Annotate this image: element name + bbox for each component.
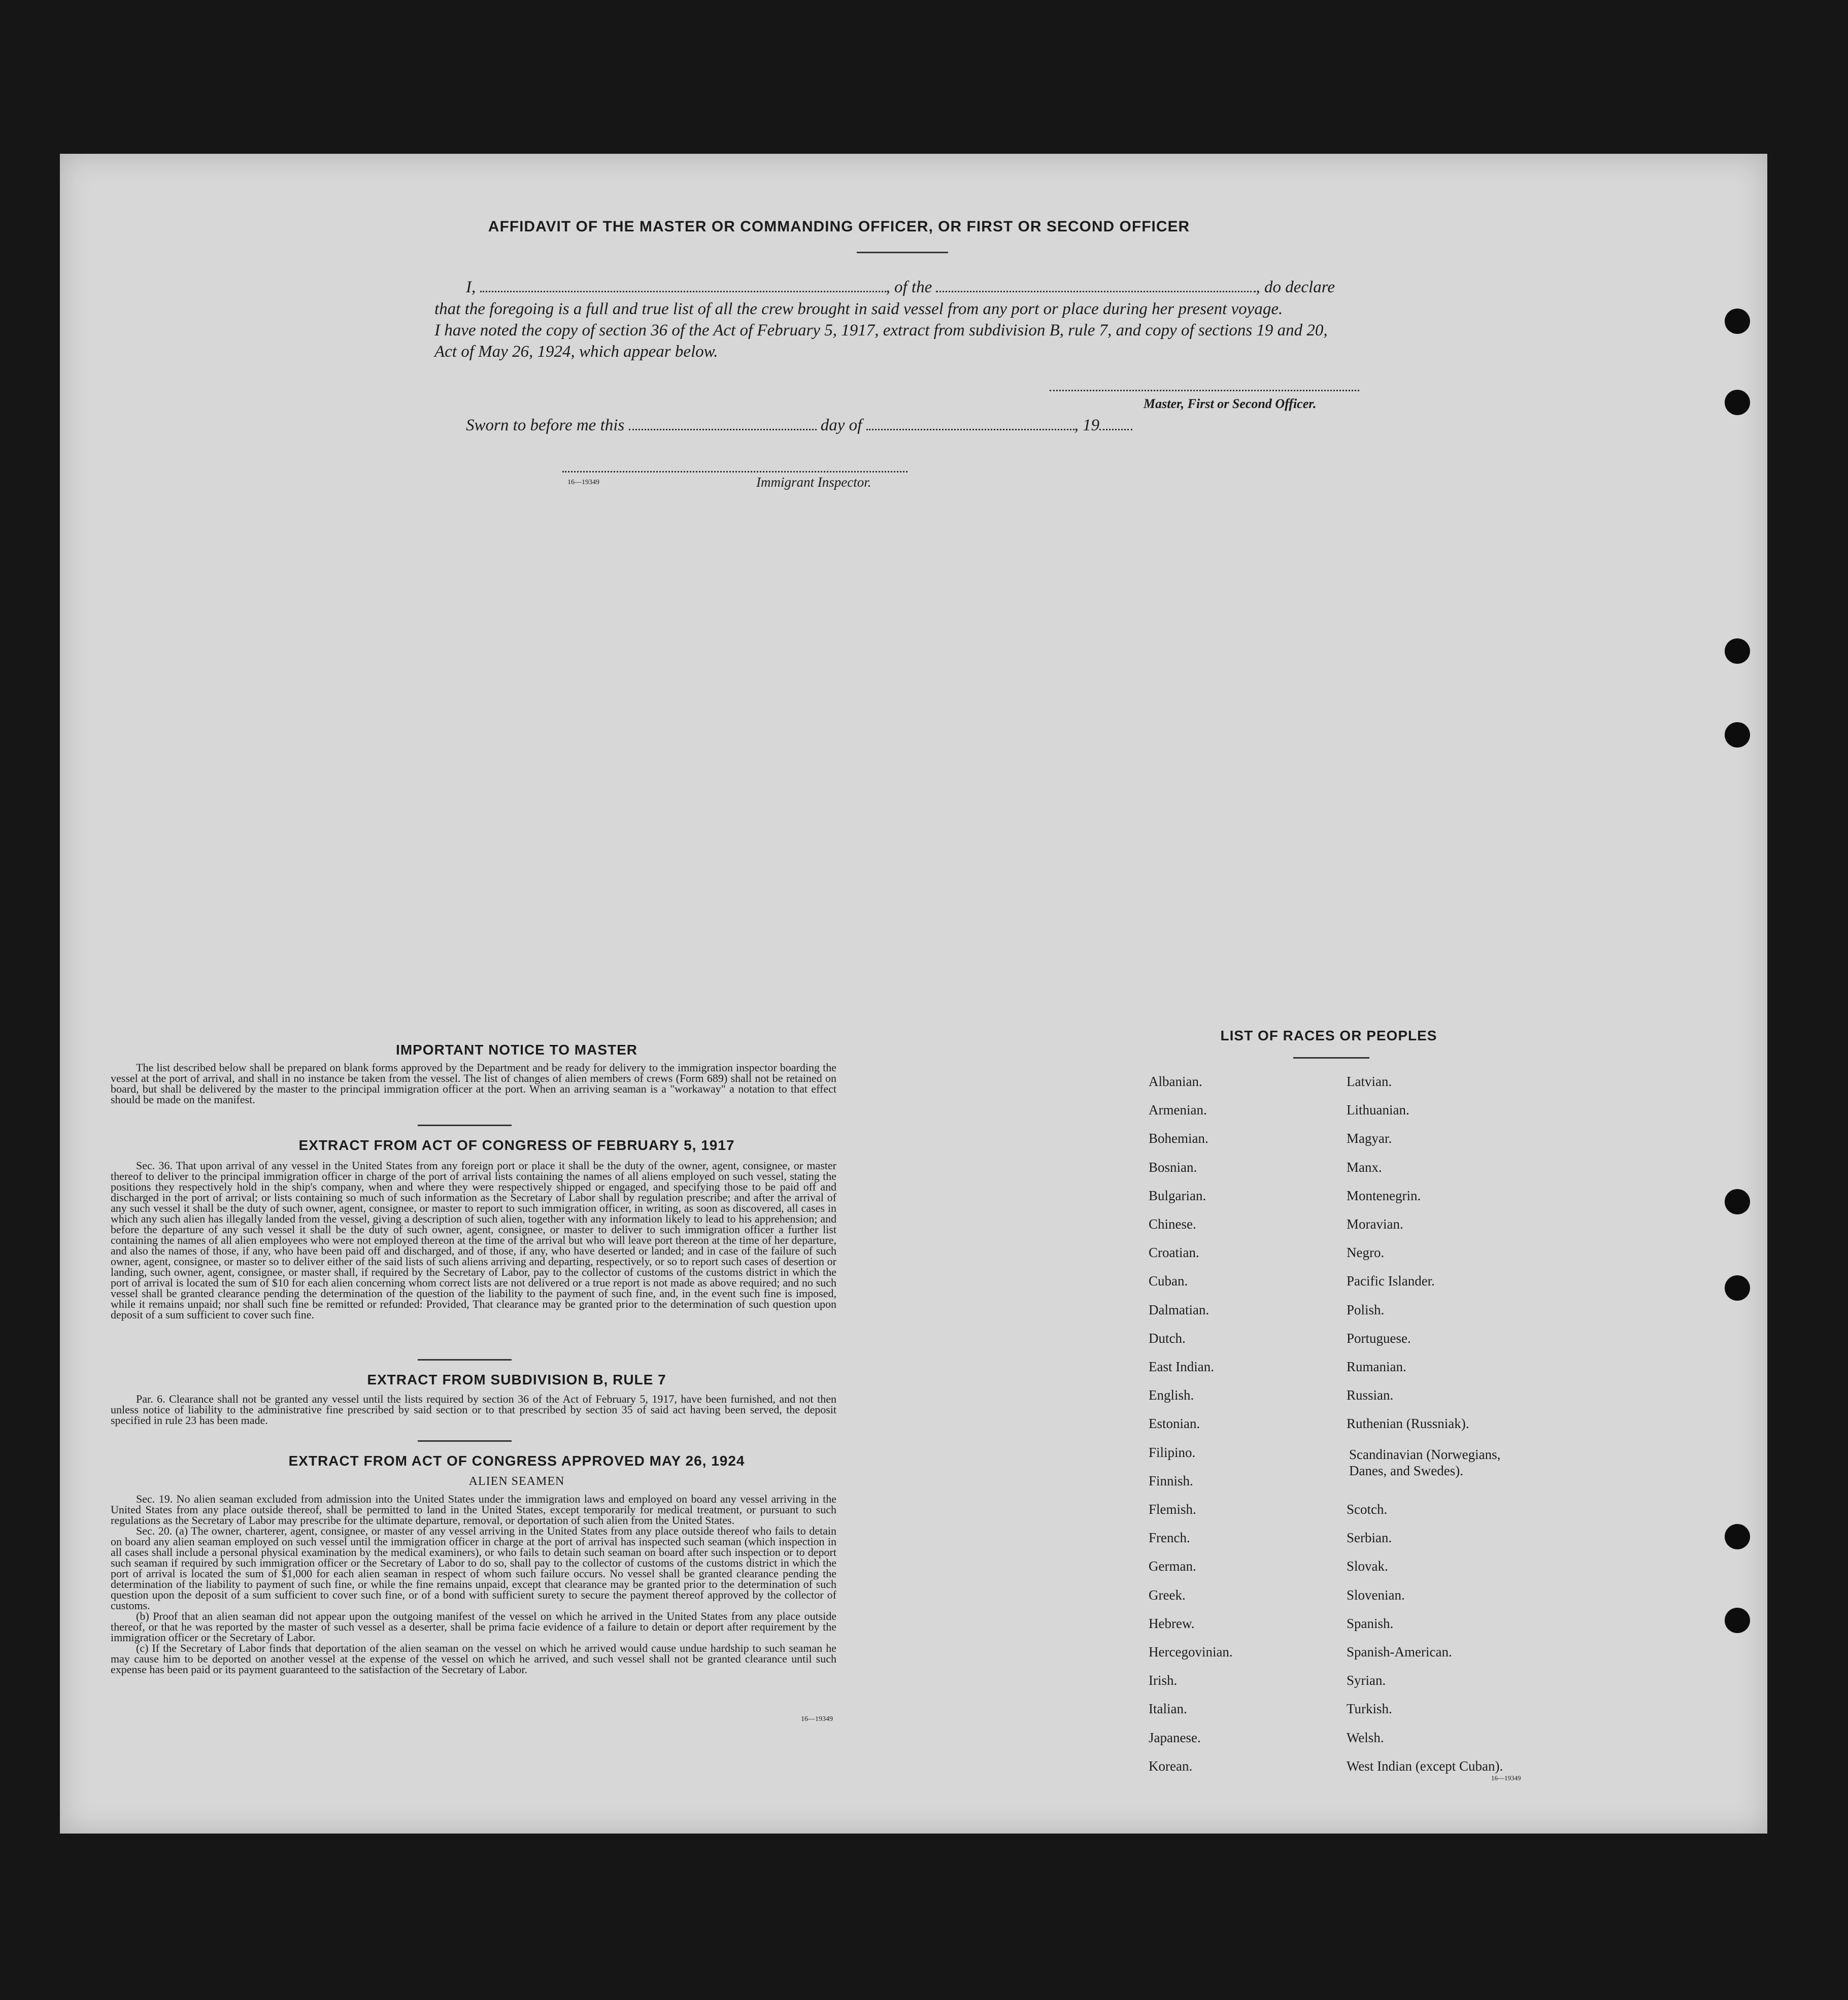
- race-item: Portuguese.: [1347, 1330, 1411, 1346]
- document-page: [60, 154, 1767, 1834]
- race-item: Pacific Islander.: [1347, 1273, 1435, 1289]
- race-item: Manx.: [1347, 1159, 1382, 1175]
- race-item: Latvian.: [1347, 1074, 1392, 1089]
- sec-20b-paragraph: (b) Proof that an alien seaman did not appear upon the outgoing manifest of the vessel on which he arrived in the United States from any place outside thereof, or that he was reported by the master of such vessel as a deserter, shall be prima facie evidence of a failure to detain or deport after requirement by the immigration officer or the Secretary of Labor.: [111, 1610, 836, 1644]
- master-signature-label: Master, First or Second Officer.: [1144, 396, 1317, 411]
- race-item: Flemish.: [1149, 1502, 1196, 1517]
- notice-title: IMPORTANT NOTICE TO MASTER: [395, 1042, 638, 1058]
- binder-hole: [1725, 1189, 1750, 1214]
- race-item: Dalmatian.: [1149, 1302, 1209, 1317]
- year-label: , 19: [1074, 416, 1100, 434]
- section-rule: [418, 1359, 512, 1361]
- section-rule: [418, 1440, 512, 1442]
- binder-hole: [1725, 390, 1750, 415]
- race-item: Ruthenian (Russniak).: [1347, 1416, 1469, 1432]
- race-item: Montenegrin.: [1347, 1188, 1421, 1203]
- races-rule: [1293, 1057, 1369, 1059]
- title-rule: [857, 252, 948, 253]
- race-item: Lithuanian.: [1347, 1102, 1409, 1118]
- sec-20c-paragraph: (c) If the Secretary of Labor finds that deportation of the alien seaman on the vessel on which he arrived would cause undue hardship to such seaman he may cause him to be deported on another vessel at the expense of the vessel on which he arrived, and such vessel shall not be granted clearance until such expense has been paid or its payment guaranteed to the satisfaction of the Secretary of Labor.: [111, 1642, 836, 1676]
- race-item: East Indian.: [1149, 1359, 1214, 1374]
- extract1-body: Sec. 36. That upon arrival of any vessel in the United States from any foreign port or place it shall be the duty of the owner, agent, consignee, or master thereof to deliver to the principal immigration officer in charge of the port of arrival lists containing the names of all aliens employed on such vessel, stating the positions they respectively hold in the ship's company, when and where they were respectively shipped or engaged, and specifying those to be paid off and discharged in the port of arrival; or lists containing so much of such information as the Secretary of Labor shall by regulation prescribe; and after the arrival of any such vessel it shall be the duty of such owner, agent, consignee, or master to report to such immigration officer, in writing, as soon as discovered, all cases in which any such alien has illegally landed from the vessel, giving a description of such alien, together with any information likely to lead to his apprehension; and before the departure of any such vessel it shall be the duty of such owner, agent, consignee, or master to deliver to such immigration officer a further list containing the names of all alien employees who were not employed thereon at the time of the arrival but who will leave port thereon at the time of her departure, and also the names of those, if any, who have been paid off and discharged, and of those, if any, who have deserted or landed; and in case of the failure of such owner, agent, consignee, or master so to deliver either of the said lists of such aliens arriving and departing, respectively, or so to report such cases of desertion or landing, such owner, agent, consignee, or master shall, if required by the Secretary of Labor, pay to the collector of customs of the customs district in which the port of arrival is located the sum of $10 for each alien concerning whom correct lists are not delivered or a true report is not made as above required; and no such vessel shall be granted clearance pending the determination of the question of the liability to the payment of such fine, and, in the event such fine is imposed, while it remains unpaid; nor shall such fine be remitted or refunded: Provided, That clearance may be granted prior to the determination of such question upon deposit of a sum sufficient to cover such fine.: [111, 1159, 836, 1321]
- affidavit-line4: Act of May 26, 1924, which appear below.: [434, 343, 718, 361]
- affidavit-line2: that the foregoing is a full and true list of all the crew brought in said vessel from any port or place during her present voyage.: [434, 300, 1283, 318]
- form-number: 16—19349: [1491, 1774, 1521, 1782]
- race-item: Japanese.: [1149, 1730, 1201, 1745]
- race-item: Cuban.: [1149, 1273, 1188, 1289]
- affidavit-line1: [466, 278, 1456, 297]
- race-item: Magyar.: [1347, 1131, 1392, 1146]
- race-item: Greek.: [1149, 1587, 1186, 1603]
- affidavit-line3: I have noted the copy of section 36 of the Act of February 5, 1917, extract from subdivision B, rule 7, and copy of sections 19 and 20,: [434, 321, 1328, 340]
- race-item: Filipino.: [1149, 1444, 1196, 1460]
- binder-hole: [1725, 1524, 1750, 1549]
- race-item: Russian.: [1347, 1387, 1394, 1403]
- race-item: Slovak.: [1347, 1558, 1388, 1574]
- binder-hole: [1725, 638, 1750, 664]
- sworn-year-field[interactable]: [1099, 429, 1132, 430]
- race-item: Bosnian.: [1149, 1159, 1197, 1175]
- race-item: Korean.: [1149, 1758, 1193, 1774]
- race-item: Irish.: [1149, 1673, 1178, 1688]
- race-item: Turkish.: [1347, 1701, 1392, 1717]
- form-number: 16—19349: [801, 1715, 833, 1723]
- race-item: Rumanian.: [1347, 1359, 1406, 1374]
- race-item: Chinese.: [1149, 1216, 1196, 1232]
- notice-body: The list described below shall be prepared on blank forms approved by the Department and be ready for delivery to the immigration inspector boarding the vessel at the port of arrival, and shall in no instance be taken from the vessel. The list of changes of alien members of crews (Form 689) shall not be retained on board, but shall be delivered by the master to the principal immigration officer at the port. When an arriving seaman is a "workaway" a notation to that effect should be made on the manifest.: [111, 1061, 836, 1106]
- race-item: Hercegovinian.: [1149, 1644, 1233, 1659]
- race-item: Welsh.: [1347, 1730, 1384, 1745]
- race-item: Dutch.: [1149, 1330, 1186, 1346]
- binder-hole: [1725, 722, 1750, 748]
- race-item: Finnish.: [1149, 1473, 1193, 1488]
- extract3-body: [111, 1494, 836, 1675]
- sworn-line: [466, 416, 1227, 435]
- races-title: LIST OF RACES OR PEOPLES: [1220, 1028, 1437, 1043]
- race-item: Armenian.: [1149, 1102, 1207, 1118]
- extract1-title: EXTRACT FROM ACT OF CONGRESS OF FEBRUARY 5, 1917: [298, 1137, 735, 1153]
- race-item: Italian.: [1149, 1701, 1187, 1717]
- race-item: Croatian.: [1149, 1245, 1199, 1261]
- inspector-label: Immigrant Inspector.: [756, 474, 871, 490]
- race-item: Spanish.: [1347, 1615, 1394, 1631]
- sworn-month-field[interactable]: [866, 429, 1074, 430]
- section-rule: [418, 1125, 512, 1126]
- race-item: Negro.: [1347, 1245, 1385, 1261]
- race-item: German.: [1149, 1558, 1196, 1574]
- vessel-field[interactable]: [936, 291, 1256, 292]
- race-item: Scandinavian (Norwegians,: [1349, 1446, 1501, 1462]
- sec-20a-paragraph: Sec. 20. (a) The owner, charterer, agent, consignee, or master of any vessel arriving in the United States from any place outside thereof who fails to detain on board any alien seaman employed on such vessel until the immigration officer in charge at the port of arrival has inspected such seaman (which inspection in all cases shall include a personal physical examination by the medical examiners), or who fails to detain such seaman on board after such inspection or to deport such seaman if required by such immigration officer or the Secretary of Labor to do so, shall pay to the collector of customs of the customs district in which the port of arrival is located the sum of $1,000 for each alien seaman in respect of whom such failure occurs. No vessel shall be granted clearance pending the determination of the liability to payment of such fine, or while the fine remains unpaid, except that clearance may be granted prior to the determination of such question upon the deposit of a sum sufficient to cover such fine, or of a bond with sufficient surety to secure the payment thereof approved by the collector of customs.: [111, 1524, 836, 1612]
- race-item: Spanish-American.: [1347, 1644, 1452, 1659]
- do-declare-label: , do declare: [1256, 278, 1335, 296]
- race-item: Danes, and Swedes).: [1349, 1463, 1463, 1478]
- sworn-label: Sworn to before me this: [466, 416, 625, 434]
- race-item: Albanian.: [1149, 1074, 1202, 1089]
- binder-hole: [1725, 1275, 1750, 1301]
- inspector-signature-line[interactable]: [562, 471, 908, 472]
- extract3-subtitle: ALIEN SEAMEN: [468, 1475, 565, 1488]
- race-item: Syrian.: [1347, 1673, 1386, 1688]
- name-field[interactable]: [480, 291, 886, 292]
- of-the-label: , of the: [886, 278, 932, 296]
- binder-hole: [1725, 309, 1750, 334]
- race-item: Bulgarian.: [1149, 1188, 1206, 1203]
- race-item: Bohemian.: [1149, 1131, 1208, 1146]
- race-item: English.: [1149, 1387, 1194, 1403]
- race-item: Moravian.: [1347, 1216, 1403, 1232]
- i-label: I,: [466, 278, 476, 296]
- sec-19-paragraph: Sec. 19. No alien seaman excluded from admission into the United States under the immigration laws and employed on board any vessel arriving in the United States from any place outside thereof, shall be permitted to land in the United States, except temporarily for medical treatment, or pursuant to such regulations as the Secretary of Labor may prescribe for the ultimate departure, removal, or deportation of such alien from the United States.: [111, 1493, 836, 1527]
- binder-hole: [1725, 1608, 1750, 1633]
- race-item: Polish.: [1347, 1302, 1385, 1317]
- extract3-title: EXTRACT FROM ACT OF CONGRESS APPROVED MAY 26, 1924: [288, 1453, 745, 1469]
- race-item: Hebrew.: [1149, 1615, 1195, 1631]
- race-item: West Indian (except Cuban).: [1347, 1758, 1503, 1774]
- day-of-label: day of: [820, 416, 862, 434]
- form-number: 16—19349: [567, 479, 599, 486]
- sworn-day-field[interactable]: [629, 429, 817, 430]
- extract2-body: Par. 6. Clearance shall not be granted any vessel until the lists required by section 36 of the Act of February 5, 1917, have been furnished, and not then unless notice of liability to the administrative fine prescribed by said section or to that prescribed by section 35 of said act having been served, the deposit specified in rule 23 has been made.: [111, 1393, 836, 1427]
- race-item: Slovenian.: [1347, 1587, 1405, 1603]
- race-item: Scotch.: [1347, 1502, 1388, 1517]
- affidavit-title: AFFIDAVIT OF THE MASTER OR COMMANDING OFFICER, OR FIRST OR SECOND OFFICER: [488, 218, 1190, 235]
- master-signature-line[interactable]: [1050, 390, 1359, 391]
- race-item: French.: [1149, 1530, 1190, 1546]
- race-item: Estonian.: [1149, 1416, 1200, 1432]
- extract2-title: EXTRACT FROM SUBDIVISION B, RULE 7: [367, 1372, 666, 1387]
- race-item: Serbian.: [1347, 1530, 1392, 1546]
